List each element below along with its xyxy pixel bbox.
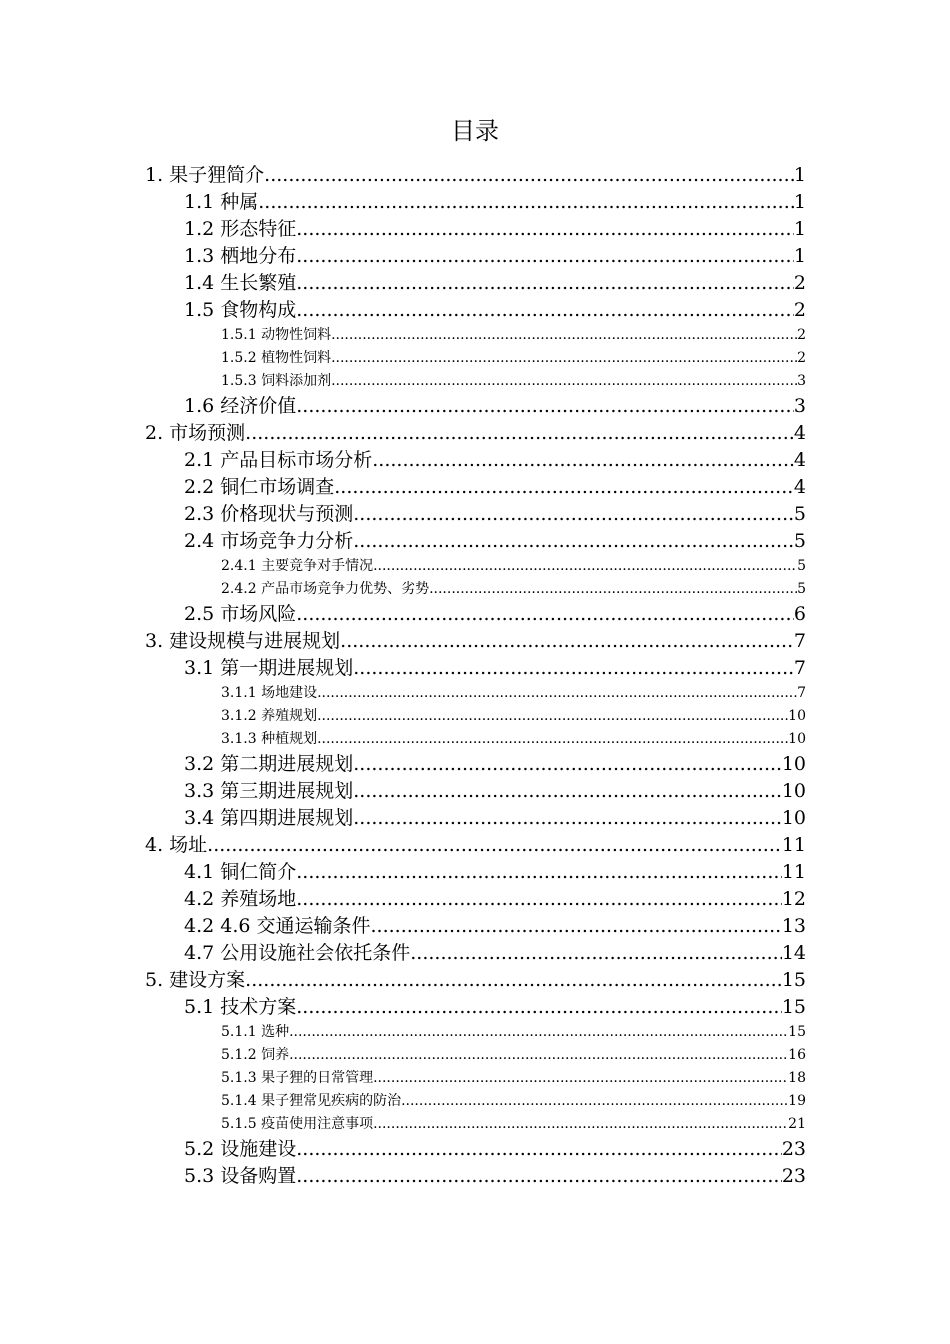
toc-leader-dots (289, 1044, 788, 1067)
toc-entry-level3[interactable] (221, 1021, 806, 1044)
toc-entry-page-number: 2 (793, 299, 806, 321)
toc-leader-dots (401, 1090, 788, 1113)
toc-leader-dots (296, 994, 782, 1021)
toc-entry-level3[interactable] (221, 1090, 806, 1113)
toc-entry-page-number: 13 (781, 915, 806, 937)
toc-entry-label: 2.4.1 主要竞争对手情况 (221, 558, 374, 574)
toc-leader-dots (331, 347, 797, 370)
toc-entry-label: 1.5 食物构成 (184, 299, 297, 321)
toc-entry-page-number: 7 (793, 630, 806, 652)
toc-entry-page-number: 14 (781, 942, 806, 964)
toc-leader-dots (373, 1067, 788, 1090)
toc-entry-level2[interactable] (184, 601, 806, 628)
toc-entry-page-number: 15 (788, 1024, 806, 1040)
toc-entry-level3[interactable] (221, 1044, 806, 1067)
toc-entry-level3[interactable] (221, 705, 806, 728)
toc-leader-dots (353, 751, 782, 778)
toc-leader-dots (296, 393, 794, 420)
toc-leader-dots (296, 859, 782, 886)
toc-leader-dots (317, 705, 788, 728)
toc-leader-dots (317, 682, 797, 705)
toc-entry-level3[interactable] (221, 682, 806, 705)
toc-entry-page-number: 10 (788, 731, 806, 747)
toc-entry-level2[interactable] (184, 913, 806, 940)
toc-leader-dots (296, 1136, 782, 1163)
toc-entry-page-number: 1 (793, 218, 806, 240)
toc-leader-dots (296, 1163, 782, 1190)
toc-entry-label: 1.6 经济价值 (184, 395, 297, 417)
toc-entry-label: 3.1.3 种植规划 (221, 731, 318, 747)
toc-entry-label: 2.1 产品目标市场分析 (184, 449, 373, 471)
toc-entry-label: 5.1.1 选种 (221, 1024, 290, 1040)
toc-leader-dots (296, 886, 782, 913)
toc-entry-label: 5.1.4 果子狸常见疾病的防治 (221, 1093, 402, 1109)
toc-entry-label: 1. 果子狸简介 (145, 164, 265, 186)
toc-entry-page-number: 15 (781, 996, 806, 1018)
toc-entry-level3[interactable] (221, 324, 806, 347)
toc-leader-dots (296, 216, 794, 243)
toc-entry-label: 2.4 市场竞争力分析 (184, 530, 354, 552)
toc-leader-dots (353, 778, 782, 805)
toc-entry-label: 3.1.1 场地建设 (221, 685, 318, 701)
toc-entry-level1[interactable] (145, 967, 806, 994)
toc-entry-level2[interactable] (184, 393, 806, 420)
toc-leader-dots (340, 628, 794, 655)
toc-entry-label: 2.3 价格现状与预测 (184, 503, 354, 525)
toc-leader-dots (353, 501, 794, 528)
toc-entry-label: 1.1 种属 (184, 191, 259, 213)
toc-leader-dots (331, 324, 797, 347)
toc-entry-page-number: 1 (793, 164, 806, 186)
toc-entry-level2[interactable] (184, 216, 806, 243)
toc-entry-label: 5. 建设方案 (145, 969, 246, 991)
toc-entry-page-number: 4 (793, 449, 806, 471)
toc-entry-level2[interactable] (184, 940, 806, 967)
toc-entry-page-number: 16 (788, 1047, 806, 1063)
toc-entry-page-number: 4 (793, 476, 806, 498)
toc-leader-dots (264, 162, 794, 189)
toc-entry-page-number: 4 (793, 422, 806, 444)
toc-entry-page-number: 11 (781, 834, 806, 856)
toc-entry-label: 5.1.2 饲养 (221, 1047, 290, 1063)
toc-leader-dots (429, 578, 797, 601)
toc-leader-dots (371, 913, 782, 940)
toc-entry-label: 4.1 铜仁简介 (184, 861, 297, 883)
toc-leader-dots (289, 1021, 788, 1044)
toc-leader-dots (373, 555, 797, 578)
toc-entry-page-number: 23 (781, 1165, 806, 1187)
toc-leader-dots (296, 243, 794, 270)
toc-entry-level2[interactable] (184, 859, 806, 886)
toc-entry-level1[interactable] (145, 420, 806, 447)
toc-entry-level2[interactable] (184, 474, 806, 501)
toc-entry-page-number: 5 (793, 503, 806, 525)
toc-entry-page-number: 5 (797, 558, 806, 574)
toc-entry-page-number: 2 (797, 350, 806, 366)
toc-entry-label: 3.4 第四期进展规划 (184, 807, 354, 829)
toc-entry-label: 1.3 栖地分布 (184, 245, 297, 267)
toc-entry-page-number: 5 (793, 530, 806, 552)
toc-entry-label: 4.2 养殖场地 (184, 888, 297, 910)
toc-entry-level2[interactable] (184, 751, 806, 778)
toc-entry-level2[interactable] (184, 778, 806, 805)
toc-entry-level2[interactable] (184, 447, 806, 474)
toc-entry-label: 1.4 生长繁殖 (184, 272, 297, 294)
toc-entry-page-number: 2 (793, 272, 806, 294)
toc-entry-page-number: 3 (797, 373, 806, 389)
toc-entry-level2[interactable] (184, 243, 806, 270)
toc-entry-page-number: 6 (793, 603, 806, 625)
toc-entry-label: 3.2 第二期进展规划 (184, 753, 354, 775)
toc-leader-dots (410, 940, 782, 967)
toc-leader-dots (296, 270, 794, 297)
toc-leader-dots (258, 189, 794, 216)
toc-entry-level3[interactable] (221, 1067, 806, 1090)
toc-entry-level2[interactable] (184, 886, 806, 913)
toc-entry-page-number: 15 (781, 969, 806, 991)
toc-entry-label: 1.5.2 植物性饲料 (221, 350, 332, 366)
toc-entry-page-number: 10 (781, 780, 806, 802)
toc-entry-level3[interactable] (221, 728, 806, 751)
toc-entry-level3[interactable] (221, 1113, 806, 1136)
toc-entry-page-number: 23 (781, 1138, 806, 1160)
toc-entry-level3[interactable] (221, 578, 806, 601)
toc-entry-level3[interactable] (221, 555, 806, 578)
toc-entry-level2[interactable] (184, 1136, 806, 1163)
toc-entry-page-number: 12 (781, 888, 806, 910)
toc-leader-dots (207, 832, 782, 859)
toc-leader-dots (296, 297, 794, 324)
toc-entry-page-number: 10 (788, 708, 806, 724)
toc-entry-level2[interactable] (184, 655, 806, 682)
toc-leader-dots (245, 420, 794, 447)
toc-entry-page-number: 2 (797, 327, 806, 343)
toc-leader-dots (296, 601, 794, 628)
toc-entry-level3[interactable] (221, 370, 806, 393)
toc-leader-dots (317, 728, 788, 751)
toc-entry-level2[interactable] (184, 994, 806, 1021)
toc-leader-dots (331, 370, 797, 393)
toc-leader-dots (334, 474, 794, 501)
toc-entry-level2[interactable] (184, 805, 806, 832)
toc-entry-label: 5.1 技术方案 (184, 996, 297, 1018)
toc-entry-label: 4.2 4.6 交通运输条件 (184, 915, 371, 937)
toc-entry-level2[interactable] (184, 189, 806, 216)
toc-leader-dots (353, 528, 794, 555)
toc-entry-page-number: 19 (788, 1093, 806, 1109)
toc-entry-level1[interactable] (145, 628, 806, 655)
toc-entry-page-number: 3 (793, 395, 806, 417)
toc-leader-dots (373, 1113, 788, 1136)
toc-entry-label: 5.1.3 果子狸的日常管理 (221, 1070, 374, 1086)
toc-entry-label: 2.5 市场风险 (184, 603, 297, 625)
toc-leader-dots (372, 447, 794, 474)
toc-entry-label: 2.4.2 产品市场竞争力优势、劣势 (221, 581, 430, 597)
toc-entry-label: 4. 场址 (145, 834, 208, 856)
toc-entry-page-number: 7 (793, 657, 806, 679)
toc-entry-label: 5.3 设备购置 (184, 1165, 297, 1187)
toc-entry-label: 2.2 铜仁市场调查 (184, 476, 335, 498)
toc-entry-label: 3.1 第一期进展规划 (184, 657, 354, 679)
toc-entry-level2[interactable] (184, 270, 806, 297)
toc-entry-label: 3.3 第三期进展规划 (184, 780, 354, 802)
toc-leader-dots (353, 805, 782, 832)
toc-entry-label: 4.7 公用设施社会依托条件 (184, 942, 411, 964)
toc-entry-page-number: 10 (781, 807, 806, 829)
toc-leader-dots (353, 655, 794, 682)
toc-entry-label: 5.2 设施建设 (184, 1138, 297, 1160)
toc-entry-page-number: 1 (793, 191, 806, 213)
toc-entry-page-number: 5 (797, 581, 806, 597)
toc-entry-page-number: 7 (797, 685, 806, 701)
toc-entry-label: 2. 市场预测 (145, 422, 246, 444)
toc-entry-label: 1.5.3 饲料添加剂 (221, 373, 332, 389)
toc-entry-page-number: 1 (793, 245, 806, 267)
toc-entry-level1[interactable] (145, 832, 806, 859)
toc-entry-page-number: 11 (781, 861, 806, 883)
toc-entry-level2[interactable] (184, 297, 806, 324)
toc-entry-label: 3. 建设规模与进展规划 (145, 630, 341, 652)
toc-entry-page-number: 21 (788, 1116, 806, 1132)
toc-title: 目录 (451, 117, 499, 145)
toc-entry-label: 1.5.1 动物性饲料 (221, 327, 332, 343)
toc-entry-level2[interactable] (184, 501, 806, 528)
toc-entry-level2[interactable] (184, 1163, 806, 1190)
toc-entry-label: 3.1.2 养殖规划 (221, 708, 318, 724)
toc-entry-level2[interactable] (184, 528, 806, 555)
toc-leader-dots (245, 967, 782, 994)
toc-entry-page-number: 18 (788, 1070, 806, 1086)
toc-entry-label: 1.2 形态特征 (184, 218, 297, 240)
toc-entry-label: 5.1.5 疫苗使用注意事项 (221, 1116, 374, 1132)
toc-entry-page-number: 10 (781, 753, 806, 775)
toc-entry-level3[interactable] (221, 347, 806, 370)
toc-entry-level1[interactable] (145, 162, 806, 189)
